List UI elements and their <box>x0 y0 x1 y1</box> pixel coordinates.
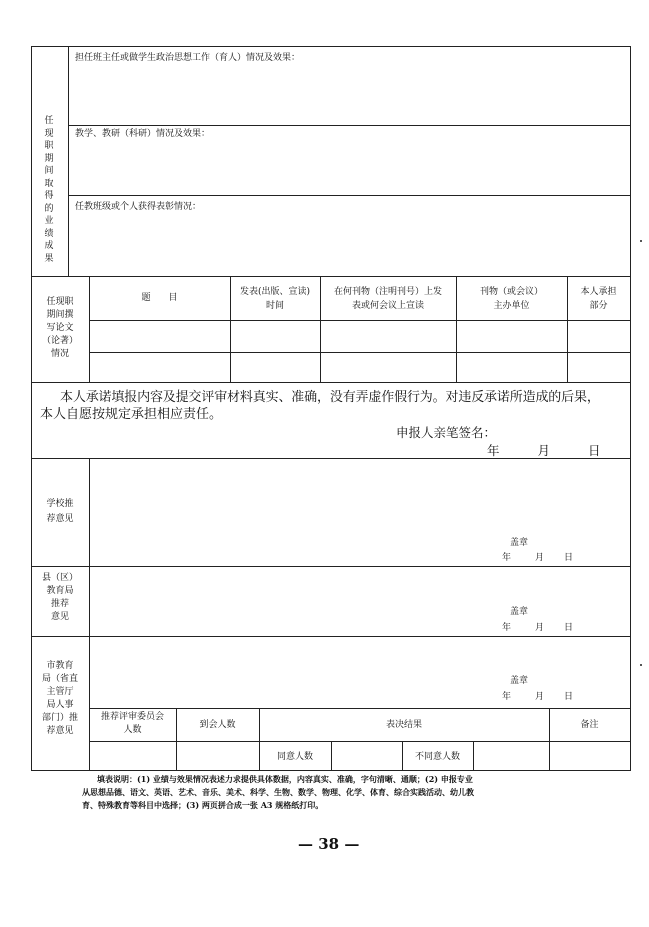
school-opinion-label: 学校推 荐意见 <box>46 499 74 524</box>
papers-side-label: 任现职 期间撰 写论文 （论著） 情况 <box>41 297 78 359</box>
city-opinion-label: 市教育 局（省直 主管厅 局人事 部门）推 荐意见 <box>41 661 78 736</box>
papers-header-title: 题 目 <box>141 293 178 303</box>
achievement-side-label: 任 现 职 期 间 取 得 的 业 绩 成 果 <box>44 116 54 264</box>
vote-header-remark: 备注 <box>580 720 599 730</box>
papers-header-personal-part: 本人承担 部分 <box>580 287 617 311</box>
vote-header-result: 表决结果 <box>385 720 422 730</box>
pledge-date: 年 月 日 <box>487 443 601 458</box>
city-seal-label: 盖章 <box>510 676 529 686</box>
vote-header-committee-size: 推荐评审委员会 人数 <box>100 712 164 735</box>
county-opinion-label: 县（区） 教育局 推荐 意见 <box>41 573 78 622</box>
papers-header-organizer: 刊物（或会议） 主办单位 <box>479 287 543 311</box>
vote-header-present: 到会人数 <box>199 720 236 730</box>
achievement-row-teaching: 教学、教研（科研）情况及效果： <box>75 129 211 139</box>
school-date: 年 月 日 <box>502 553 574 563</box>
achievement-row-honors: 任教班级或个人获得表彰情况： <box>75 202 202 212</box>
fill-instructions-line-2: 从思想品德、语文、英语、艺术、音乐、美术、科学、生物、数学、物理、化学、体育、综合实践活动、幼儿教 <box>82 787 474 797</box>
county-seal-label: 盖章 <box>510 607 529 617</box>
fill-instructions-line-3: 育、特殊教育等科目中选择；(3) 两页拼合成一张 A3 规格纸打印。 <box>82 800 324 810</box>
vote-agree-label: 同意人数 <box>276 752 313 762</box>
city-date: 年 月 日 <box>502 692 574 702</box>
scan-speck <box>640 664 642 666</box>
papers-header-journal: 在何刊物（注明刊号）上发 表或何会议上宣读 <box>333 287 442 311</box>
applicant-signature-label: 申报人亲笔签名： <box>396 425 497 440</box>
achievement-row-education: 担任班主任或做学生政治思想工作（育人）情况及效果： <box>75 53 301 63</box>
fill-instructions-line-1: 填表说明：(1) 业绩与效果情况表述力求提供具体数据，内容真实、准确，字句清晰、通顺；(2) 申报专业 <box>97 774 473 784</box>
vote-disagree-label: 不同意人数 <box>414 752 460 762</box>
page-number: — 38 — <box>298 835 360 853</box>
pledge-line-2: 本人自愿按规定承担相应责任。 <box>40 407 223 422</box>
papers-header-publish-time: 发表(出版、宣读) 时间 <box>239 287 311 311</box>
pledge-line-1: 本人承诺填报内容及提交评审材料真实、准确，没有弄虚作假行为。对违反承诺所造成的后果， <box>60 390 600 405</box>
school-seal-label: 盖章 <box>510 538 529 548</box>
county-date: 年 月 日 <box>502 623 574 633</box>
scan-speck <box>640 240 642 242</box>
